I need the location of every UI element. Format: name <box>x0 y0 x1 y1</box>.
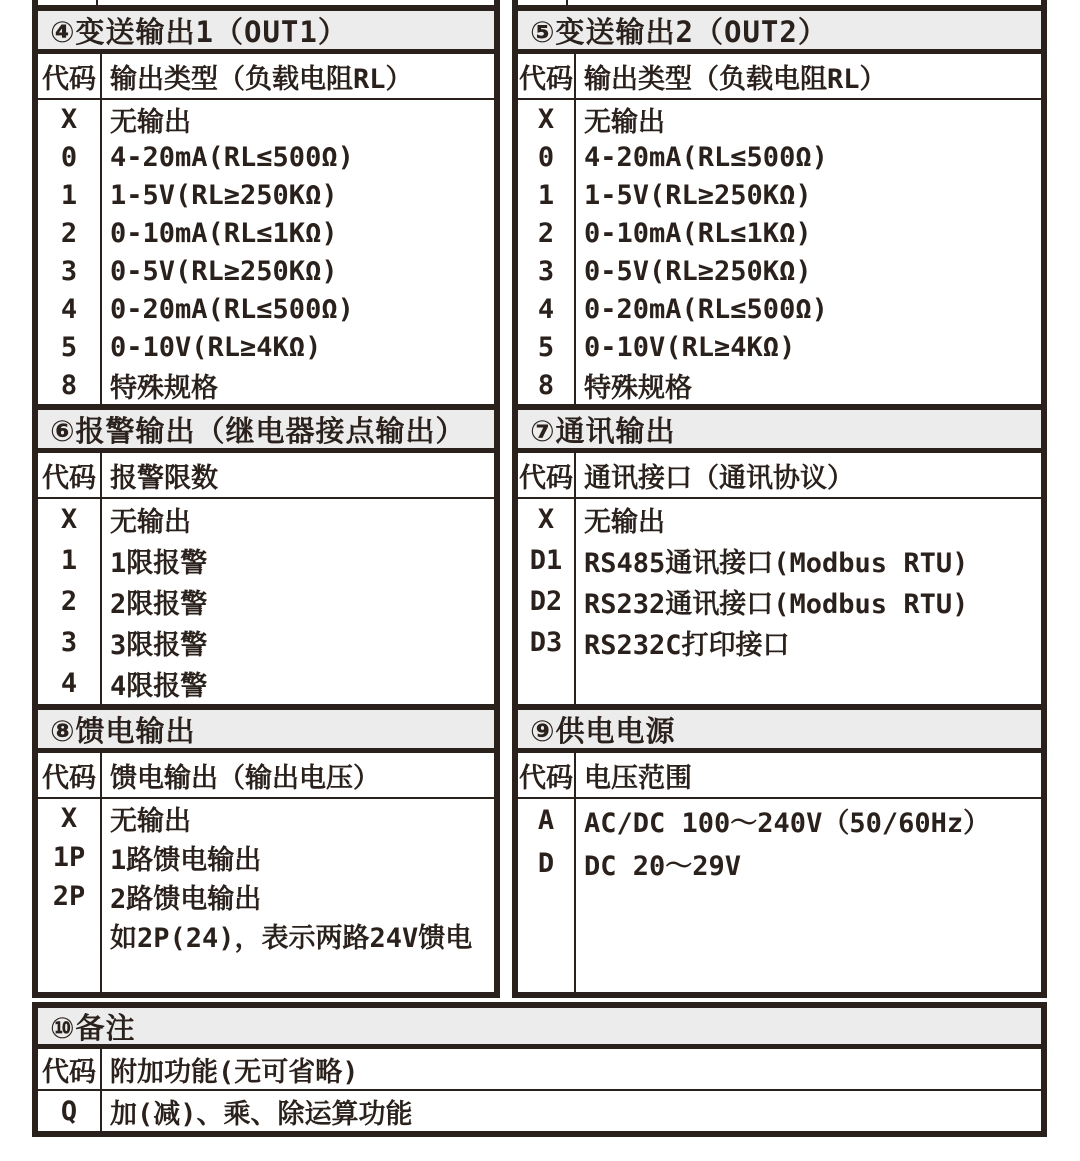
code-column <box>518 799 576 992</box>
code-column <box>518 100 576 404</box>
code-column-header: 代码 <box>518 453 576 497</box>
column-header-row <box>518 453 1041 499</box>
code-value: D3 <box>529 627 563 658</box>
section-data <box>38 499 494 704</box>
column-header-row <box>38 453 494 499</box>
desc-value: DC 20～29V <box>584 851 742 882</box>
right-table-column <box>512 5 1047 998</box>
code-value: 3 <box>60 255 78 287</box>
desc-column-header: 附加功能(无可省略) <box>110 1056 359 1088</box>
desc-value: RS232通讯接口(Modbus RTU) <box>584 589 969 620</box>
desc-column <box>576 799 1041 992</box>
section-s8 <box>38 704 494 992</box>
section-data <box>38 799 494 992</box>
code-value: X <box>537 103 555 135</box>
code-column-header: 代码 <box>38 753 102 797</box>
code-value: Q <box>60 1095 78 1127</box>
code-value: 8 <box>537 369 555 401</box>
code-value: X <box>60 103 78 135</box>
code-column-header: 代码 <box>38 1049 102 1089</box>
code-value: 4 <box>537 293 555 325</box>
code-value: 4 <box>60 668 78 699</box>
desc-column <box>102 100 494 404</box>
desc-value: 1-5V(RL≥250KΩ) <box>110 179 338 211</box>
code-column <box>38 499 102 704</box>
desc-value: RS485通讯接口(Modbus RTU) <box>584 548 969 579</box>
desc-value: 0-10mA(RL≤1KΩ) <box>584 217 812 249</box>
desc-value: 1-5V(RL≥250KΩ) <box>584 179 812 211</box>
left-table-column <box>32 5 500 998</box>
desc-value: 1限报警 <box>110 548 208 579</box>
code-value: 1 <box>537 179 555 211</box>
section-title: ⑧馈电输出 <box>38 704 494 753</box>
column-header-row <box>518 54 1041 100</box>
desc-column-header: 输出类型（负载电阻RL） <box>584 63 887 95</box>
section-title: ⑦通讯输出 <box>518 404 1041 453</box>
code-value: X <box>537 504 555 535</box>
section-title: ④变送输出1（OUT1） <box>38 5 494 54</box>
code-column <box>38 799 102 992</box>
code-value: 2 <box>537 217 555 249</box>
code-value: D <box>537 848 555 879</box>
desc-column <box>102 799 494 992</box>
section-s9 <box>518 704 1041 992</box>
section-s4 <box>38 5 494 404</box>
desc-value: 无输出 <box>110 806 191 837</box>
desc-value: 0-20mA(RL≤500Ω) <box>584 293 828 325</box>
code-value: 5 <box>60 331 78 363</box>
desc-column <box>576 499 1041 704</box>
desc-column-header: 输出类型（负载电阻RL） <box>110 63 413 95</box>
section-data <box>38 100 494 404</box>
section-s5 <box>518 5 1041 404</box>
section-title: ⑥报警输出（继电器接点输出） <box>38 404 494 453</box>
desc-value: 加(减)、乘、除运算功能 <box>110 1098 413 1130</box>
section-title: ⑤变送输出2（OUT2） <box>518 5 1041 54</box>
desc-value: AC/DC 100～240V（50/60Hz） <box>584 808 991 839</box>
code-value: A <box>537 805 555 836</box>
desc-value: 0-10V(RL≥4KΩ) <box>110 331 322 363</box>
section-data <box>518 799 1041 992</box>
code-value: 2P <box>52 881 86 912</box>
desc-value: 0-20mA(RL≤500Ω) <box>110 293 354 325</box>
desc-value: 2路馈电输出 <box>110 884 262 915</box>
code-value: 1 <box>60 179 78 211</box>
section-data <box>518 100 1041 404</box>
code-value: 1 <box>60 545 78 576</box>
desc-value: 0-5V(RL≥250KΩ) <box>584 255 812 287</box>
desc-value: 特殊规格 <box>110 372 218 404</box>
code-value: 2 <box>60 217 78 249</box>
code-column-header: 代码 <box>518 54 576 98</box>
full-width-table <box>32 1002 1047 1137</box>
code-column-header: 代码 <box>38 453 102 497</box>
code-column <box>38 100 102 404</box>
desc-value: 0-10mA(RL≤1KΩ) <box>110 217 338 249</box>
column-header-row <box>38 1049 1041 1091</box>
section-data <box>38 1091 1041 1131</box>
desc-value: 无输出 <box>110 507 191 538</box>
code-column-header: 代码 <box>518 753 576 797</box>
desc-column-header: 电压范围 <box>584 762 692 794</box>
desc-value: 4限报警 <box>110 671 208 702</box>
section-s6 <box>38 404 494 704</box>
code-value: 2 <box>60 586 78 617</box>
section-title: ⑨供电电源 <box>518 704 1041 753</box>
code-value: 3 <box>60 627 78 658</box>
desc-value: RS232C打印接口 <box>584 630 790 661</box>
code-value: 0 <box>537 141 555 173</box>
column-header-row <box>518 753 1041 799</box>
desc-value: 0-5V(RL≥250KΩ) <box>110 255 338 287</box>
desc-value: 4-20mA(RL≤500Ω) <box>584 141 828 173</box>
column-header-row <box>38 54 494 100</box>
desc-value: 2限报警 <box>110 589 208 620</box>
desc-value: 无输出 <box>584 507 665 538</box>
desc-value: 无输出 <box>584 106 665 138</box>
section-s10 <box>38 1002 1041 1131</box>
desc-value: 特殊规格 <box>584 372 692 404</box>
code-value: 4 <box>60 293 78 325</box>
desc-column <box>576 100 1041 404</box>
column-header-row <box>38 753 494 799</box>
section-title: ⑩备注 <box>38 1002 1041 1049</box>
desc-column <box>102 499 494 704</box>
code-value: X <box>60 504 78 535</box>
code-column <box>38 1091 102 1131</box>
code-value: 1P <box>52 842 86 873</box>
code-value: 0 <box>60 141 78 173</box>
code-column <box>518 499 576 704</box>
code-value: 5 <box>537 331 555 363</box>
code-value: 8 <box>60 369 78 401</box>
desc-column-header: 报警限数 <box>110 462 218 494</box>
section-s7 <box>518 404 1041 704</box>
code-value: D2 <box>529 586 563 617</box>
desc-column-header: 通讯接口（通讯协议） <box>584 462 854 494</box>
desc-value: 4-20mA(RL≤500Ω) <box>110 141 354 173</box>
code-value: 3 <box>537 255 555 287</box>
desc-column <box>102 1091 1041 1131</box>
code-value: D1 <box>529 545 563 576</box>
code-value: X <box>60 803 78 834</box>
desc-column-header: 馈电输出（输出电压） <box>110 762 380 794</box>
desc-value: 0-10V(RL≥4KΩ) <box>584 331 796 363</box>
section-data <box>518 499 1041 704</box>
desc-value: 3限报警 <box>110 630 208 661</box>
desc-value: 无输出 <box>110 106 191 138</box>
desc-value: 如2P(24)，表示两路24V馈电 <box>110 923 473 954</box>
desc-value: 1路馈电输出 <box>110 845 262 876</box>
code-value <box>38 916 100 955</box>
code-column-header: 代码 <box>38 54 102 98</box>
